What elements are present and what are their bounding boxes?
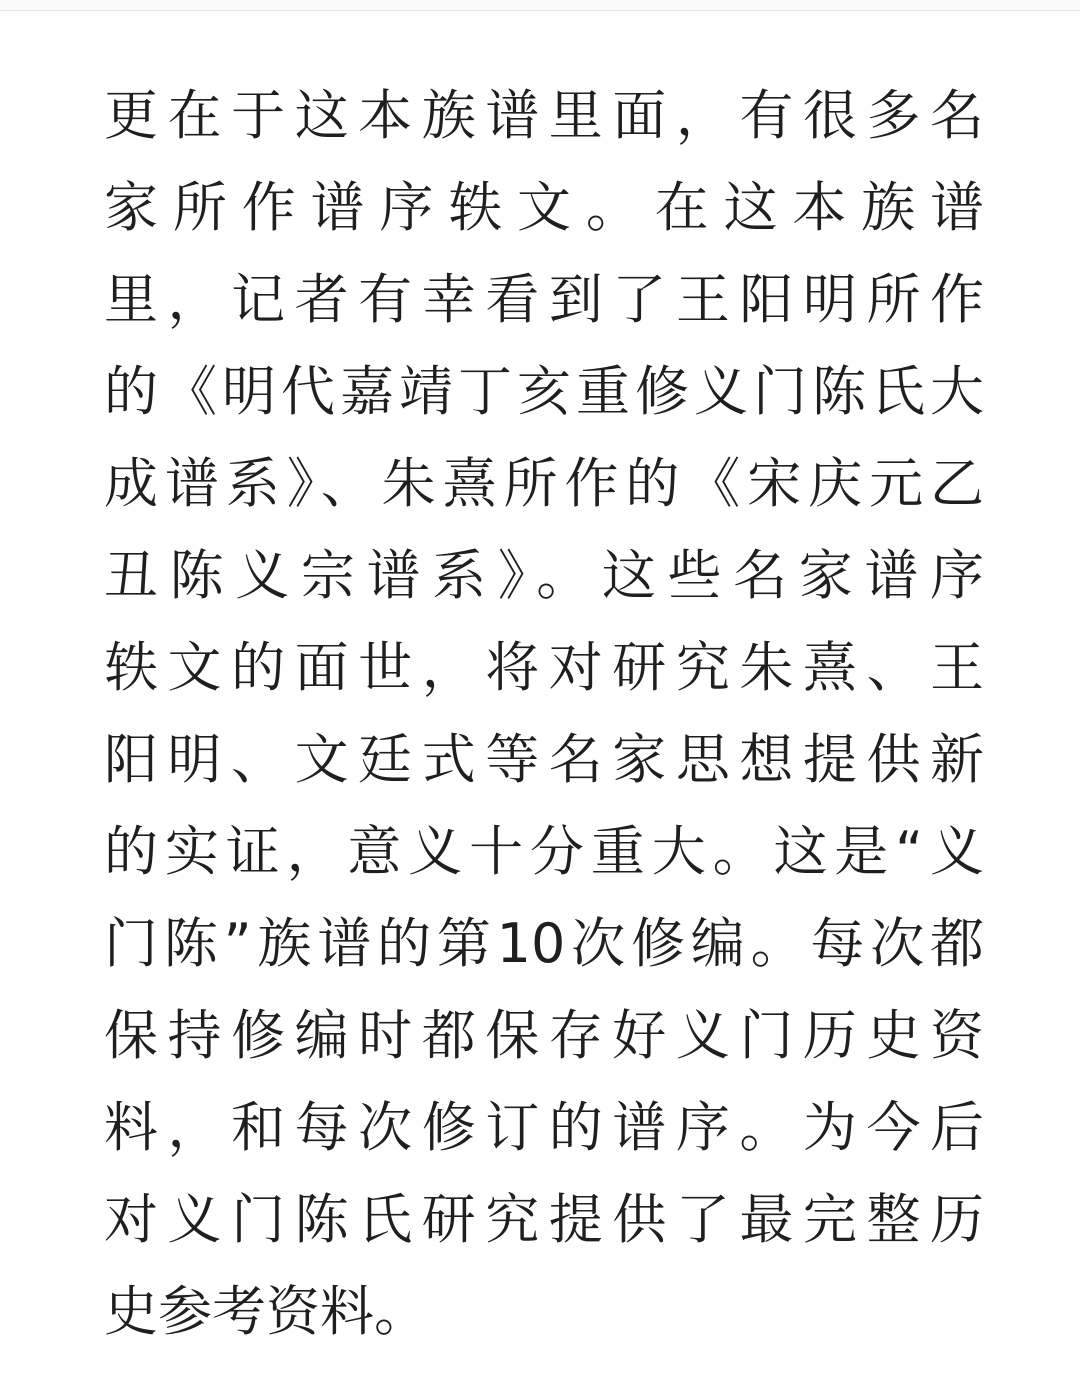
- top-divider: [0, 0, 1080, 11]
- article-line: 的《明代嘉靖丁亥重修义门陈氏大: [104, 360, 984, 423]
- article-line: 保持修编时都保存好义门历史资: [104, 1004, 984, 1067]
- article-line: 成谱系》、朱熹所作的《宋庆元乙: [104, 452, 984, 515]
- article-line: 家所作谱序轶文。在这本族谱: [104, 176, 984, 239]
- article-line: 丑陈义宗谱系》。这些名家谱序: [104, 544, 984, 607]
- article-line: 更在于这本族谱里面，有很多名: [104, 84, 984, 147]
- article-line: 门陈”族谱的第10次修编。每次都: [104, 912, 984, 975]
- article-line: 的实证，意义十分重大。这是“义: [104, 820, 984, 883]
- article-line: 轶文的面世，将对研究朱熹、王: [104, 636, 984, 699]
- article-line: 里，记者有幸看到了王阳明所作: [104, 268, 984, 331]
- article-line: 阳明、文廷式等名家思想提供新: [104, 728, 984, 791]
- article-body: [104, 70, 984, 1358]
- article-line: 料，和每次修订的谱序。为今后: [104, 1096, 984, 1159]
- article-line: 对义门陈氏研究提供了最完整历: [104, 1188, 984, 1251]
- article-line: 史参考资料。: [104, 1280, 428, 1343]
